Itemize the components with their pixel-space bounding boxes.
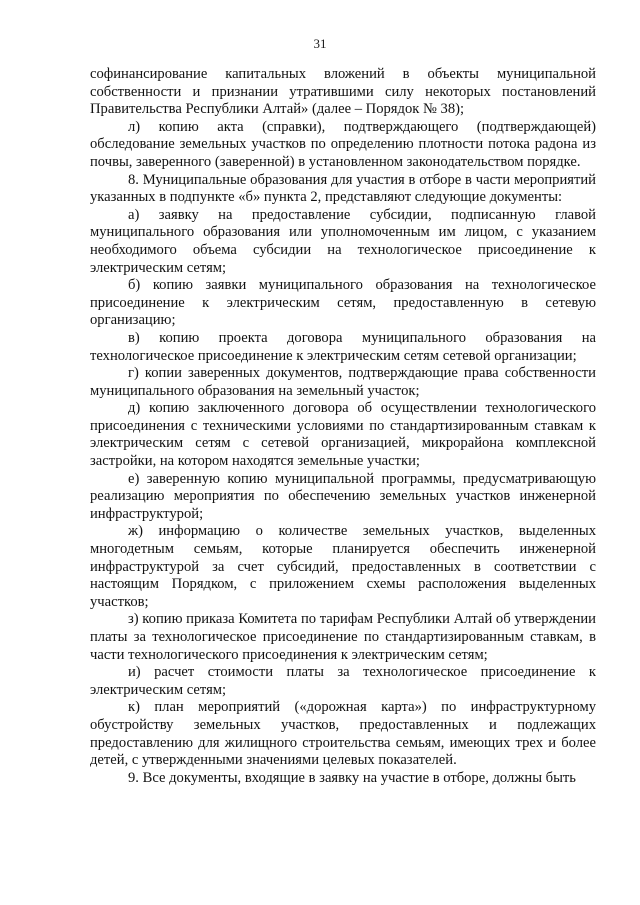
paragraph-item-v: в) копию проекта договора муниципального образования на технологическое присоединение к электрическим сетям сетевой организации; [90, 329, 596, 364]
paragraph-item-zh: ж) информацию о количестве земельных участков, выделенных многодетным семьям, которые планируется обеспечить инженерной инфраструктурой за счет субсидий, предоставленных в соответствии с настоящим Порядком, с приложением схемы расположения выделенных участков; [90, 523, 596, 610]
paragraph-item-i: и) расчет стоимости платы за технологическое присоединение к электрическим сетям; [90, 664, 596, 698]
paragraph-item-e: е) заверенную копию муниципальной программы, предусматривающую реализацию мероприятия по обеспечению земельных участков инженерной инфраструктурой; [90, 470, 596, 522]
paragraph-item-z: з) копию приказа Комитета по тарифам Республики Алтай об утверждении платы за технологическое присоединение по стандартизированным ставкам, в части технологического присоединения к электрическим сетям; [90, 611, 596, 663]
paragraph-clause-8: 8. Муниципальные образования для участия в отборе в части мероприятий указанных в подпункте «б» пункта 2, представляют следующие документы: [90, 171, 596, 206]
paragraph-item-k: к) план мероприятий («дорожная карта») по инфраструктурному обустройству земельных участков, предоставленных и подлежащих предоставлению для жилищного строительства семьям, имеющих трех и более детей, с утвержденными значениями целевых показателей. [90, 699, 596, 769]
paragraph-item-d: д) копию заключенного договора об осуществлении технологического присоединения с техническими условиями по стандартизированным ставкам к электрическим сетям с сетевой организацией, микрорайона комплексной застройки, на котором находятся земельные участки; [90, 400, 596, 470]
paragraph-clause-9: 9. Все документы, входящие в заявку на участие в отборе, должны быть [128, 769, 576, 786]
paragraph-continuation: софинансирование капитальных вложений в объекты муниципальной собственности и признании утратившими силу некоторых постановлений Правительства Республики Алтай» (далее – Порядок № 38); [90, 66, 596, 118]
paragraph-item-b: б) копию заявки муниципального образования на технологическое присоединение к электрическим сетям, предоставленную в сетевую организацию; [90, 277, 596, 329]
paragraph-item-g: г) копии заверенных документов, подтверждающие права собственности муниципального образования на земельный участок; [90, 365, 596, 399]
page-number: 31 [313, 36, 327, 51]
paragraph-item-l: л) копию акта (справки), подтверждающего (подтверждающей) обследование земельных участков по определению плотности потока радона из почвы, заверенного (заверенной) в установленном законодательством порядке. [90, 118, 596, 170]
document-body [90, 66, 596, 787]
paragraph-item-a: а) заявку на предоставление субсидии, подписанную главой муниципального образования или уполномоченным им лицом, с указанием необходимого объема субсидии на технологическое присоединение к электрическим сетям; [90, 206, 596, 276]
